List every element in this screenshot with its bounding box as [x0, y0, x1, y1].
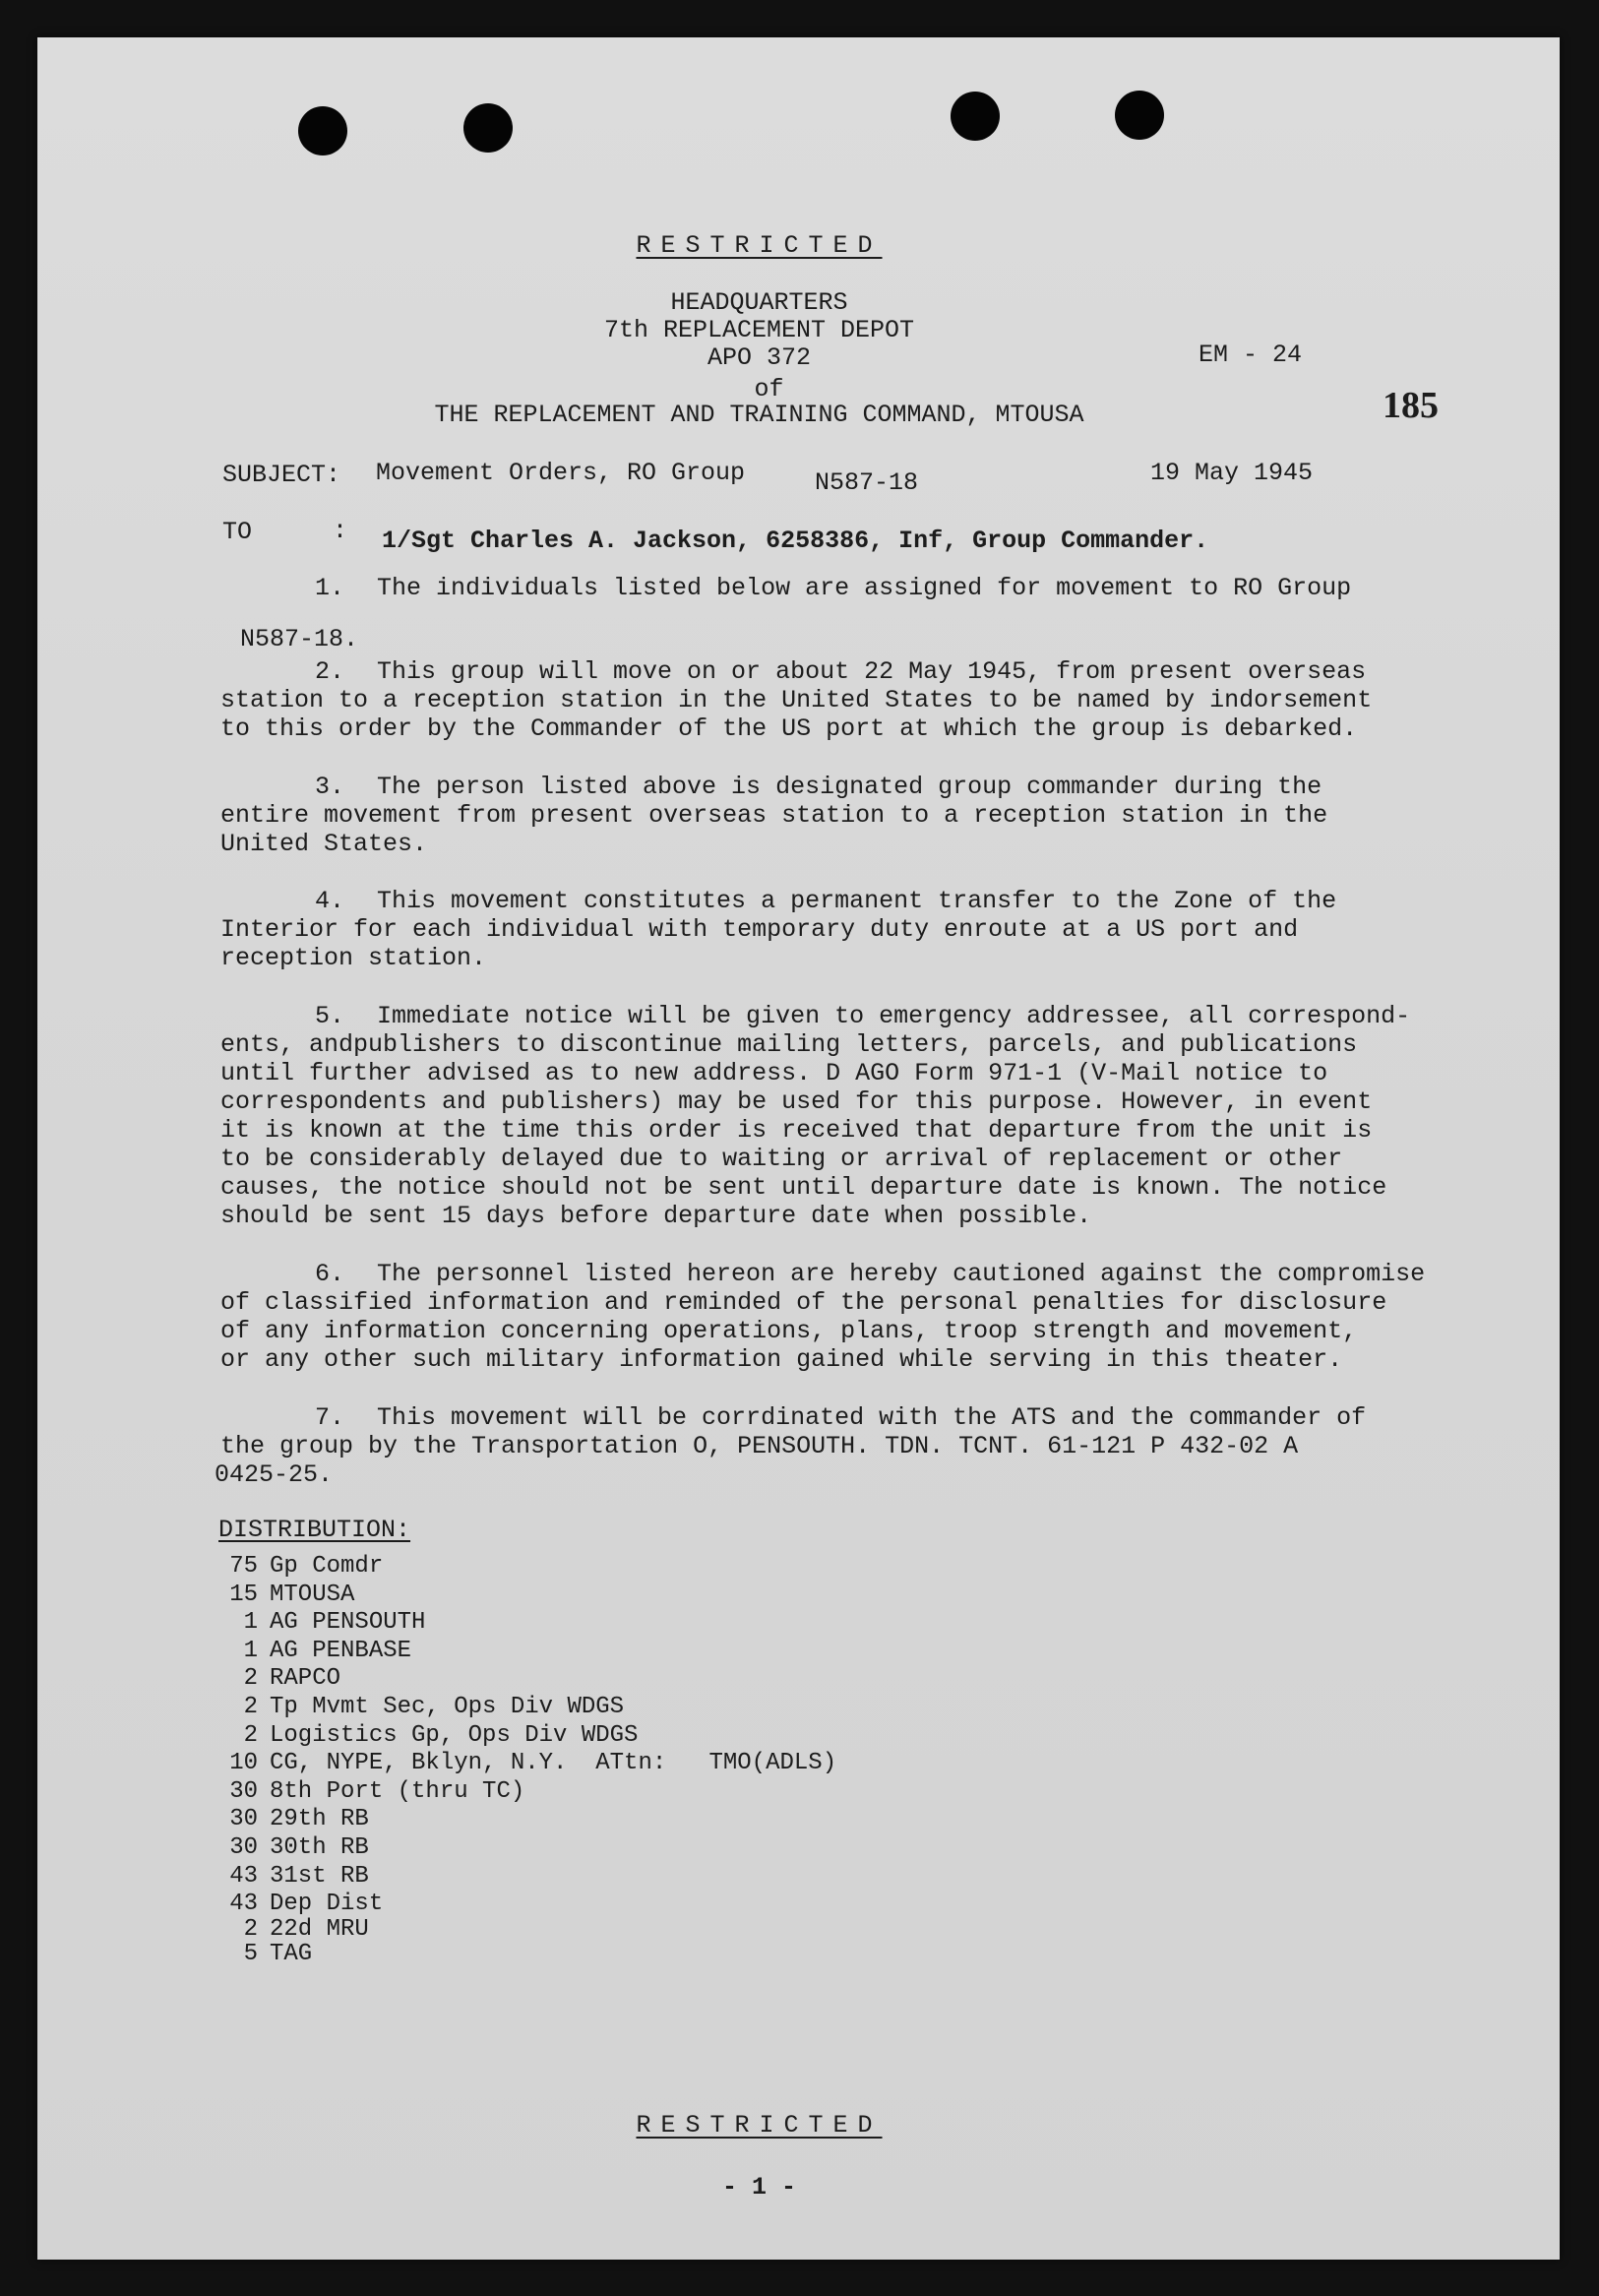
distribution-item	[220, 1609, 836, 1638]
to-colon: :	[333, 517, 348, 545]
paragraph-number: 6.	[315, 1260, 345, 1288]
distribution-item	[220, 1891, 836, 1919]
paragraph-line: The person listed above is designated group commander during the	[377, 773, 1322, 801]
paragraph-line: 0425-25.	[215, 1460, 334, 1489]
punch-hole	[463, 103, 513, 153]
command-line: THE REPLACEMENT AND TRAINING COMMAND, MTOUSA	[434, 401, 1084, 429]
distribution-recipient: Dep Dist	[270, 1891, 384, 1918]
punch-hole	[298, 106, 347, 155]
paragraph-line: entire movement from present overseas station to a reception station in the	[220, 801, 1328, 830]
paragraph-line: Immediate notice will be given to emergency addressee, all correspond-	[377, 1002, 1411, 1030]
distribution-count: 1	[243, 1637, 258, 1664]
distribution-recipient: MTOUSA	[270, 1581, 355, 1608]
subject-value: Movement Orders, RO Group	[376, 459, 746, 487]
order-date: 19 May 1945	[1150, 459, 1314, 487]
distribution-list	[220, 1553, 836, 1968]
to-label: TO	[222, 518, 253, 546]
distribution-heading: DISTRIBUTION:	[218, 1516, 411, 1544]
paragraph-line: until further advised as to new address. D AGO Form 971-1 (V-Mail notice to	[220, 1059, 1328, 1087]
paragraph-line: This group will move on or about 22 May 1945, from present overseas	[377, 657, 1367, 686]
paragraph-line: the group by the Transportation O, PENSOUTH. TDN. TCNT. 61-121 P 432-02 A	[220, 1432, 1299, 1460]
paragraph-line: United States.	[220, 830, 428, 858]
distribution-recipient: Logistics Gp, Ops Div WDGS	[270, 1721, 639, 1749]
paragraph-number: 4.	[315, 887, 345, 915]
distribution-count: 30	[229, 1833, 258, 1861]
distribution-count: 30	[229, 1777, 258, 1805]
distribution-count: 43	[229, 1862, 258, 1890]
page-stamp: 185	[1383, 385, 1439, 426]
paragraph-line: to this order by the Commander of the US port at which the group is debarked.	[220, 714, 1358, 743]
distribution-item	[220, 1750, 836, 1778]
em-code: EM - 24	[1199, 341, 1303, 369]
of-line: of	[754, 375, 784, 403]
paragraph-line: N587-18.	[240, 625, 359, 653]
distribution-recipient: 29th RB	[270, 1806, 369, 1833]
paragraph-number: 7.	[315, 1403, 345, 1432]
restricted-header: RESTRICTED	[636, 231, 883, 260]
distribution-recipient: RAPCO	[270, 1665, 341, 1693]
distribution-count: 1	[243, 1609, 258, 1637]
distribution-recipient: AG PENBASE	[270, 1637, 412, 1664]
distribution-count: 75	[229, 1553, 258, 1580]
paragraph-line: or any other such military information gained while serving in this theater.	[220, 1345, 1343, 1374]
document-page	[37, 37, 1560, 2260]
distribution-recipient: Gp Comdr	[270, 1553, 384, 1580]
distribution-count: 10	[229, 1750, 258, 1777]
distribution-count: 2	[243, 1721, 258, 1749]
paragraph-line: station to a reception station in the United States to be named by indorsement	[220, 686, 1373, 714]
distribution-item	[220, 1778, 836, 1807]
distribution-recipient: CG, NYPE, Bklyn, N.Y. ATtn: TMO(ADLS)	[270, 1750, 837, 1777]
distribution-count: 30	[229, 1806, 258, 1833]
distribution-recipient: Tp Mvmt Sec, Ops Div WDGS	[270, 1693, 625, 1720]
paragraph-line: it is known at the time this order is received that departure from the unit is	[220, 1116, 1373, 1145]
distribution-item	[220, 1722, 836, 1751]
paragraph-line: reception station.	[220, 944, 487, 972]
paragraph-line: causes, the notice should not be sent until departure date is known. The notice	[220, 1173, 1387, 1202]
paragraph-line: correspondents and publishers) may be used for this purpose. However, in event	[220, 1087, 1373, 1116]
punch-hole	[1115, 91, 1164, 140]
distribution-count: 2	[243, 1915, 258, 1943]
distribution-item	[220, 1665, 836, 1694]
paragraph-line: ents, andpublishers to discontinue mailing letters, parcels, and publications	[220, 1030, 1358, 1059]
depot-line: 7th REPLACEMENT DEPOT	[603, 316, 915, 344]
paragraph-line: should be sent 15 days before departure date when possible.	[220, 1202, 1092, 1230]
to-value: 1/Sgt Charles A. Jackson, 6258386, Inf, Group Commander.	[382, 527, 1209, 555]
distribution-item	[220, 1863, 836, 1892]
distribution-recipient: 8th Port (thru TC)	[270, 1777, 525, 1805]
distribution-count: 2	[243, 1665, 258, 1693]
subject-label: SUBJECT:	[222, 461, 341, 489]
distribution-item	[220, 1915, 836, 1943]
paragraph-line: The individuals listed below are assigned for movement to RO Group	[377, 574, 1352, 602]
distribution-recipient: 30th RB	[270, 1833, 369, 1861]
distribution-recipient: AG PENSOUTH	[270, 1609, 426, 1637]
paragraph-number: 3.	[315, 773, 345, 801]
distribution-recipient: 31st RB	[270, 1862, 369, 1890]
apo-line: APO 372	[707, 343, 812, 372]
punch-hole	[951, 92, 1000, 141]
paragraph-line: This movement constitutes a permanent transfer to the Zone of the	[377, 887, 1337, 915]
paragraph-number: 1.	[315, 574, 345, 602]
headquarters-line: HEADQUARTERS	[670, 288, 848, 317]
paragraph-line: The personnel listed hereon are hereby cautioned against the compromise	[377, 1260, 1426, 1288]
paragraph-number: 5.	[315, 1002, 345, 1030]
paragraph-number: 2.	[315, 657, 345, 686]
paragraph-line: of any information concerning operations, plans, troop strength and movement,	[220, 1317, 1358, 1345]
paragraph-line: Interior for each individual with temporary duty enroute at a US port and	[220, 915, 1299, 944]
distribution-recipient: 22d MRU	[270, 1915, 369, 1943]
order-number: N587-18	[815, 468, 919, 497]
distribution-item	[220, 1553, 836, 1582]
distribution-item	[220, 1582, 836, 1610]
distribution-item	[220, 1694, 836, 1722]
restricted-footer: RESTRICTED	[636, 2111, 883, 2140]
distribution-count: 2	[243, 1693, 258, 1720]
page-number: - 1 -	[721, 2173, 796, 2202]
distribution-recipient: TAG	[270, 1940, 313, 1967]
distribution-count: 5	[243, 1940, 258, 1967]
distribution-item	[220, 1806, 836, 1834]
distribution-count: 15	[229, 1581, 258, 1608]
distribution-count: 43	[229, 1891, 258, 1918]
paragraph-line: of classified information and reminded of the personal penalties for disclosure	[220, 1288, 1387, 1317]
distribution-item	[220, 1638, 836, 1666]
distribution-item	[220, 1834, 836, 1863]
paragraph-line: to be considerably delayed due to waiting or arrival of replacement or other	[220, 1145, 1343, 1173]
paragraph-line: This movement will be corrdinated with the ATS and the commander of	[377, 1403, 1367, 1432]
distribution-item	[220, 1941, 836, 1969]
